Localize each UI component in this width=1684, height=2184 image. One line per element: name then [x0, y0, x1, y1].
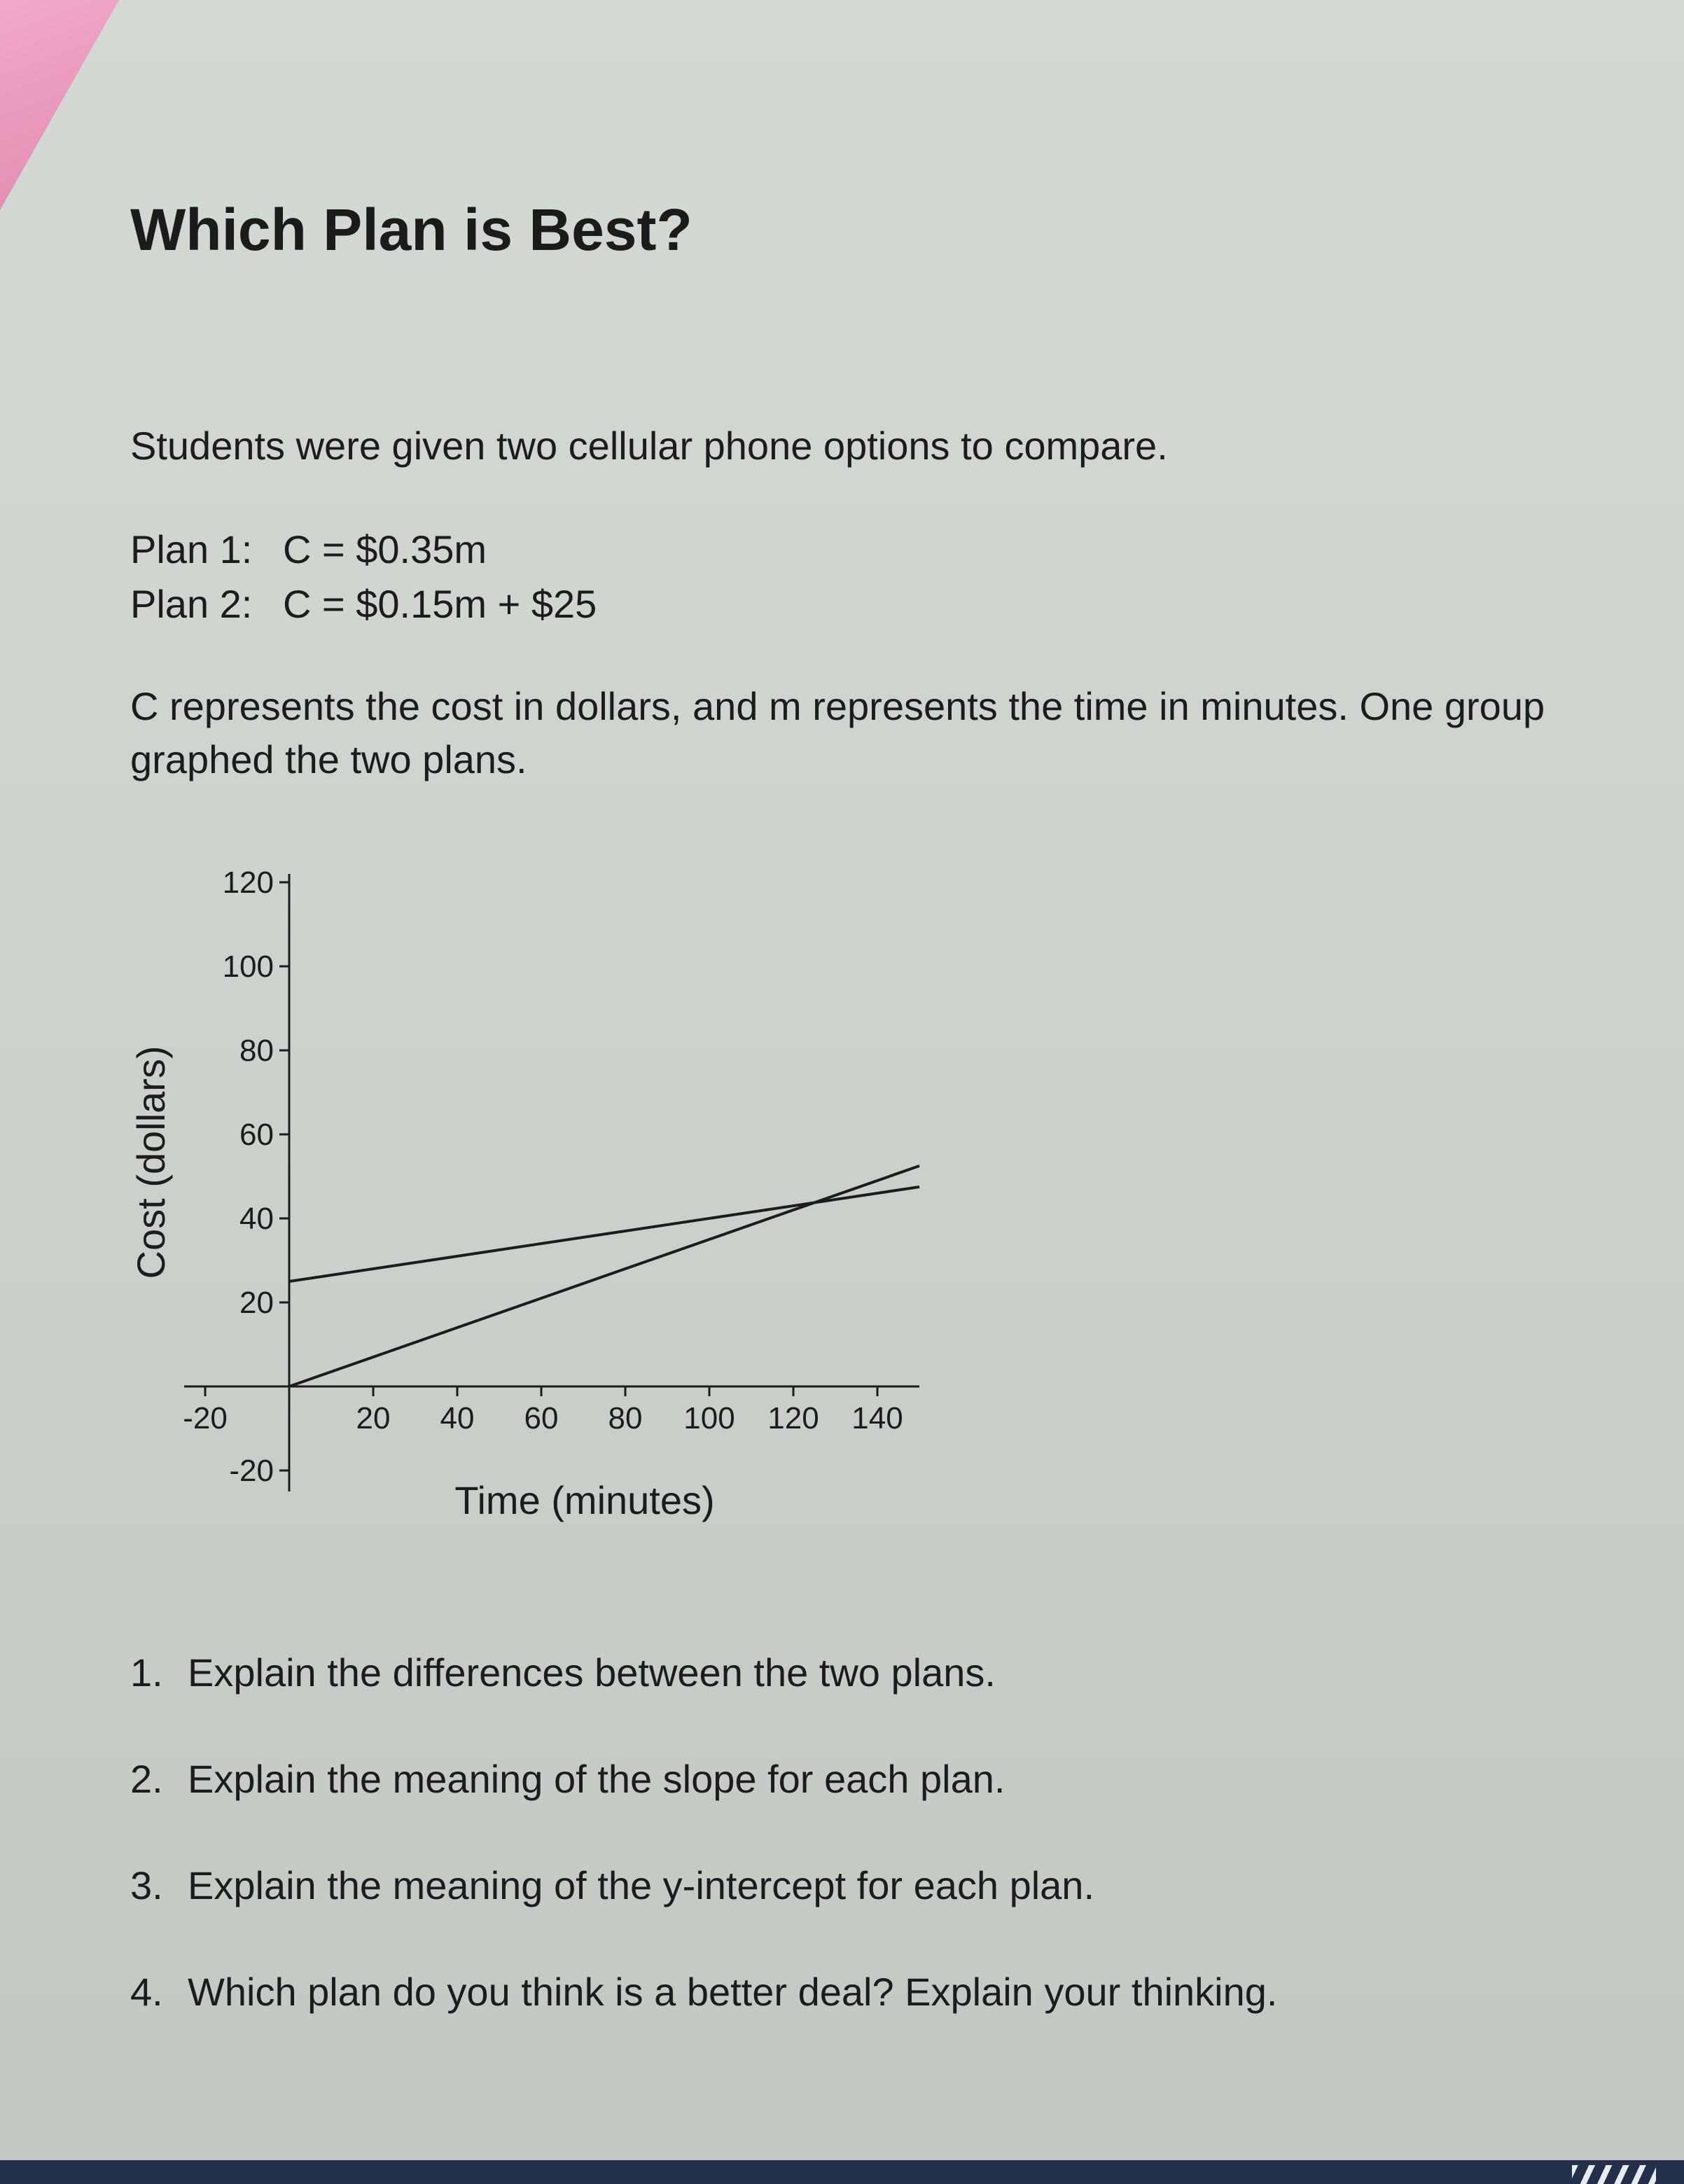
plan-2-line [289, 1187, 919, 1281]
plan-2-label: Plan 2: [130, 582, 253, 626]
description-line-1: C represents the cost in dollars, and m represents the time in minutes. One group [130, 684, 1545, 728]
question-1-number: 1. [130, 1650, 163, 1695]
question-2-text: Explain the meaning of the slope for each plan. [188, 1757, 1005, 1801]
x-tick-label: 40 [440, 1401, 475, 1435]
question-3-text: Explain the meaning of the y-intercept for each plan. [188, 1863, 1094, 1907]
question-2 [130, 1756, 1005, 1802]
y-tick-label: 60 [239, 1118, 274, 1152]
chart-axes [184, 874, 919, 1491]
x-axis-label: Time (minutes) [454, 1478, 715, 1522]
x-tick-label: 20 [356, 1401, 391, 1435]
y-tick-label: 120 [222, 865, 274, 900]
plan-1 [130, 527, 487, 572]
y-tick-label: -20 [229, 1454, 274, 1488]
question-3-number: 3. [130, 1863, 163, 1907]
table-edge [0, 2160, 1684, 2184]
y-tick-label: 80 [239, 1034, 274, 1068]
question-3 [130, 1863, 1094, 1908]
x-tick-label: 100 [683, 1401, 735, 1435]
plan-1-line [289, 1166, 919, 1386]
y-tick-label: 20 [239, 1286, 274, 1320]
question-2-number: 2. [130, 1757, 163, 1801]
question-4 [130, 1969, 1277, 2015]
intro-text: Students were given two cellular phone options to compare. [130, 424, 1168, 468]
plan-2 [130, 581, 597, 627]
x-tick-label: 80 [608, 1401, 643, 1435]
x-tick-label: 120 [767, 1401, 819, 1435]
y-tick-label: 40 [239, 1202, 274, 1236]
cost-vs-time-chart [126, 847, 952, 1547]
plan-2-equation: C = $0.15m + $25 [283, 582, 597, 626]
chart-ticks [183, 865, 903, 1488]
question-1 [130, 1650, 996, 1695]
y-axis-label: Cost (dollars) [129, 1045, 173, 1279]
x-tick-label: -20 [183, 1401, 228, 1435]
question-4-text: Which plan do you think is a better deal? Explain your thinking. [188, 1970, 1278, 2014]
plan-1-equation: C = $0.35m [283, 527, 487, 571]
question-4-number: 4. [130, 1970, 163, 2014]
x-tick-label: 140 [851, 1401, 903, 1435]
x-tick-label: 60 [524, 1401, 559, 1435]
description-line-2: graphed the two plans. [130, 737, 527, 781]
page-title: Which Plan is Best? [130, 197, 693, 263]
striped-edge-mark [1572, 2165, 1656, 2184]
chart-series [289, 1166, 919, 1386]
question-1-text: Explain the differences between the two plans. [188, 1650, 996, 1695]
y-tick-label: 100 [222, 950, 274, 984]
plan-1-label: Plan 1: [130, 527, 253, 571]
